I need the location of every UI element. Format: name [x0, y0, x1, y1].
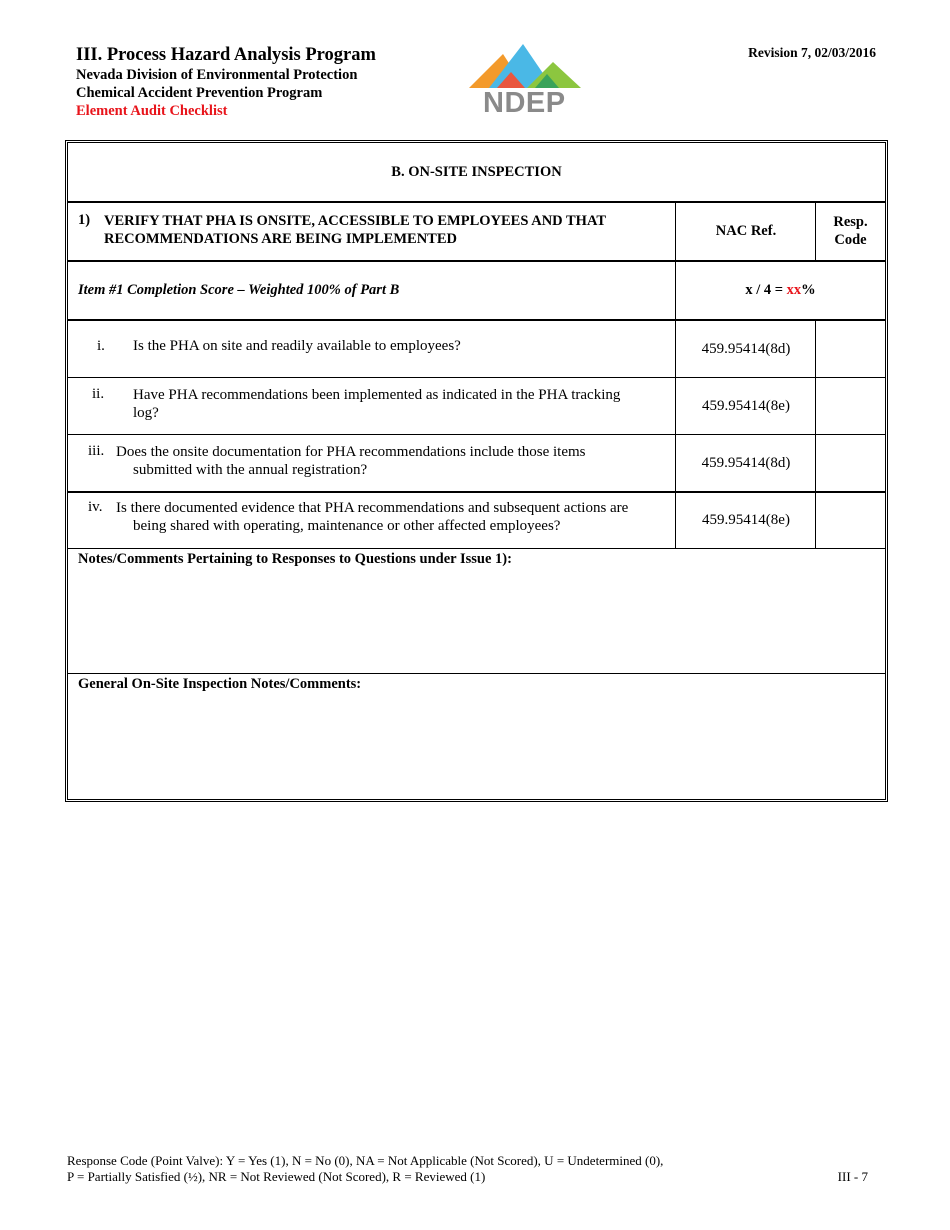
- question-text: Is the PHA on site and readily available to employees?: [133, 338, 461, 354]
- score-formula: x / 4 = xx%: [745, 282, 816, 298]
- question-number: i.: [97, 338, 105, 354]
- col-nac-ref: NAC Ref.: [715, 223, 777, 239]
- nac-ref: 459.95414(8e): [702, 512, 790, 528]
- question-number: ii.: [92, 386, 105, 402]
- score-value: xx: [786, 282, 802, 298]
- question-row: [68, 378, 885, 434]
- question-text: Is there documented evidence that PHA recommendations and subsequent actions are being shared with operating, maintenance or other affected employees?: [116, 500, 629, 534]
- checklist-table: [65, 140, 888, 802]
- section-title: B. ON-SITE INSPECTION: [391, 164, 562, 180]
- nac-ref: 459.95414(8d): [701, 455, 791, 471]
- question-row: [68, 321, 885, 377]
- question-row: [68, 435, 885, 491]
- score-label: Item #1 Completion Score – Weighted 100% of Part B: [78, 282, 400, 298]
- header-title: III. Process Hazard Analysis Program: [76, 45, 376, 65]
- response-code-cell[interactable]: [816, 321, 885, 377]
- mountains-icon: [467, 42, 583, 92]
- section-title-row: [68, 143, 885, 201]
- logo-text: NDEP: [483, 87, 566, 119]
- revision-label: Revision 7, 02/03/2016: [748, 45, 876, 60]
- question-text: Does the onsite documentation for PHA recommendations include those items submitted with the annual registration?: [116, 444, 586, 478]
- question-text: Have PHA recommendations been implemented as indicated in the PHA tracking log?: [133, 387, 621, 421]
- item-heading: VERIFY THAT PHA IS ONSITE, ACCESSIBLE TO EMPLOYEES AND THAT RECOMMENDATIONS ARE BEING IMPLEMENTED: [104, 213, 606, 247]
- issue-notes-label: Notes/Comments Pertaining to Responses to Questions under Issue 1):: [78, 551, 512, 567]
- general-notes-label: General On-Site Inspection Notes/Comments:: [78, 676, 362, 692]
- page-number: III - 7: [837, 1169, 868, 1184]
- question-number: iii.: [88, 443, 105, 459]
- general-notes-area[interactable]: [68, 674, 885, 799]
- response-code-cell[interactable]: [816, 493, 885, 548]
- document-header: [76, 44, 376, 120]
- response-code-cell[interactable]: [816, 435, 885, 491]
- response-code-legend: Response Code (Point Valve): Y = Yes (1), N = No (0), NA = Not Applicable (Not Scored), U = Undetermined (0), P = Partially Satisfied (½), NR = Not Reviewed (Not Scored), R = Reviewed (1): [67, 1153, 664, 1184]
- header-program: Chemical Accident Prevention Program: [76, 85, 323, 101]
- response-code-cell[interactable]: [816, 378, 885, 434]
- ndep-logo: [467, 42, 583, 120]
- header-doc-type: Element Audit Checklist: [76, 103, 228, 119]
- header-org: Nevada Division of Environmental Protection: [76, 67, 358, 83]
- col-resp-code: Resp. Code: [833, 214, 868, 248]
- issue-notes-area[interactable]: [68, 549, 885, 673]
- score-row: [68, 262, 885, 319]
- item-number: 1): [78, 212, 91, 228]
- nac-ref: 459.95414(8d): [701, 341, 791, 357]
- nac-ref: 459.95414(8e): [702, 398, 790, 414]
- item-heading-row: [68, 203, 885, 260]
- question-number: iv.: [88, 499, 103, 515]
- question-row: [68, 493, 885, 548]
